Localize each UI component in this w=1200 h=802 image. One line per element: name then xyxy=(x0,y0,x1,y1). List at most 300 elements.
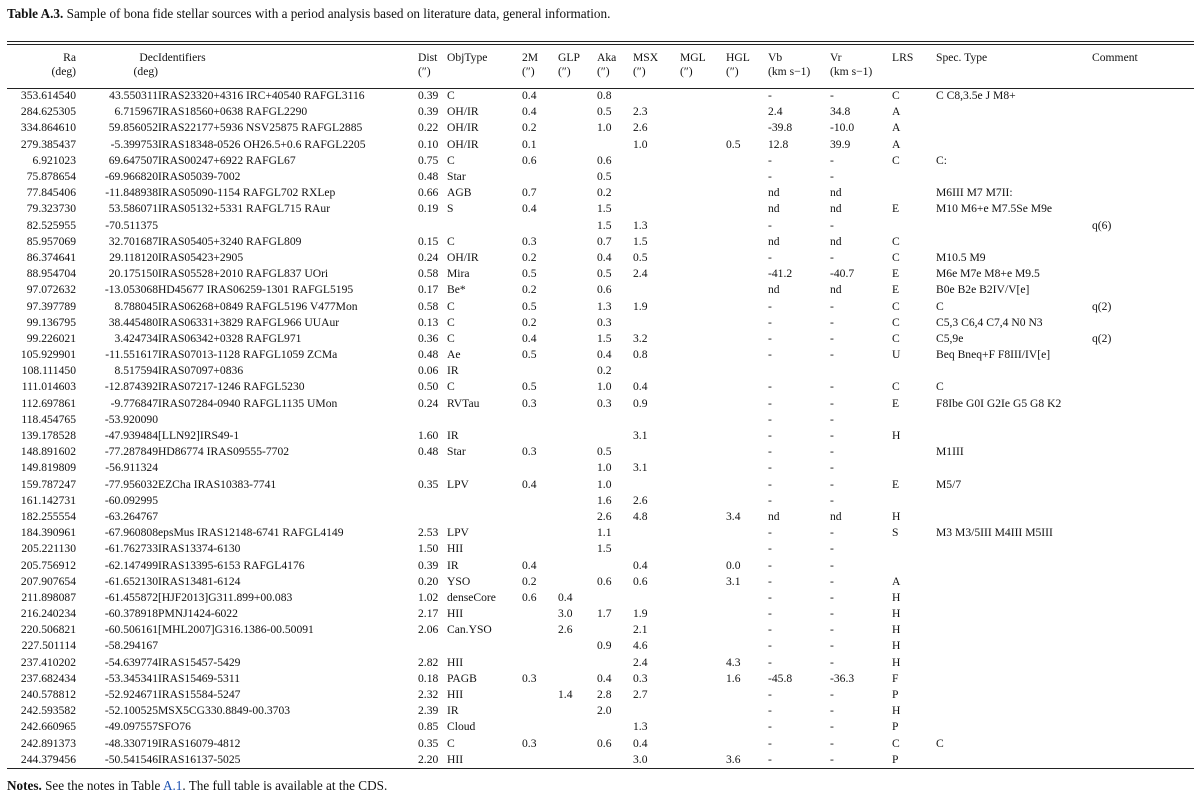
bottom-rule xyxy=(7,768,1194,769)
table-cell xyxy=(680,185,726,201)
table-cell: IRAS18560+0638 RAFGL2290 xyxy=(158,105,308,119)
table-cell xyxy=(680,250,726,266)
table-cell xyxy=(522,752,558,768)
table-cell xyxy=(892,493,936,509)
table-cell xyxy=(726,315,768,331)
table-cell: - xyxy=(830,574,834,588)
table-cell: 2.53 xyxy=(418,526,439,540)
table-cell: 43.550311 xyxy=(109,89,158,103)
table-cell: 0.4 xyxy=(522,558,537,572)
table-cell: 3.4 xyxy=(726,509,741,523)
table-row xyxy=(7,509,1194,525)
table-cell: nd xyxy=(830,283,842,297)
table-cell: C xyxy=(447,153,455,167)
table-cell xyxy=(1092,525,1194,541)
table-cell: C xyxy=(936,299,944,313)
table-cell: -9.776847 xyxy=(110,396,158,410)
table-cell: 1.5 xyxy=(597,218,612,232)
table-cell: 2.39 xyxy=(418,704,439,718)
table-cell xyxy=(936,638,1092,654)
table-cell xyxy=(522,412,558,428)
table-cell xyxy=(558,477,597,493)
table-cell xyxy=(680,266,726,282)
table-cell: C xyxy=(936,380,944,394)
table-cell: q(2) xyxy=(1092,331,1112,345)
table-cell: 1.9 xyxy=(633,607,648,621)
table-cell xyxy=(1092,234,1194,250)
table-cell xyxy=(633,703,680,719)
table-cell: 139.178528 xyxy=(20,429,76,443)
table-cell: IRAS13374-6130 xyxy=(158,542,241,556)
column-name: Aka xyxy=(597,51,617,64)
table-cell xyxy=(522,428,558,444)
table-cell xyxy=(558,541,597,557)
table-cell: 0.24 xyxy=(418,250,439,264)
table-cell xyxy=(830,363,892,379)
table-cell: 2.20 xyxy=(418,752,439,766)
table-cell: - xyxy=(830,380,834,394)
table-cell xyxy=(680,590,726,606)
table-cell: - xyxy=(768,542,772,556)
table-cell xyxy=(936,363,1092,379)
table-cell: epsMus IRAS12148-6741 RAFGL4149 xyxy=(158,526,344,540)
table-cell: IRAS05528+2010 RAFGL837 UOri xyxy=(158,267,329,281)
table-cell xyxy=(892,557,936,573)
table-cell: - xyxy=(830,655,834,669)
table-cell: - xyxy=(768,89,772,103)
caption-text: Sample of bona fide stellar sources with a period analysis based on literature data, general information. xyxy=(66,6,611,21)
table-cell: H xyxy=(892,655,901,669)
table-cell: 159.787247 xyxy=(20,477,76,491)
table-cell: H xyxy=(892,607,901,621)
table-cell: - xyxy=(768,558,772,572)
table-cell xyxy=(158,460,418,476)
table-cell xyxy=(522,541,558,557)
table-cell: -11.848938 xyxy=(105,186,158,200)
table-cell: 8.517594 xyxy=(114,364,158,378)
table-cell: -67.960808 xyxy=(104,526,158,540)
table-cell: -49.097557 xyxy=(104,720,158,734)
table-cell: 2.6 xyxy=(558,623,573,637)
table-cell: [LLN92]IRS49-1 xyxy=(158,429,240,443)
table-cell: -41.2 xyxy=(768,267,793,281)
table-cell: 0.15 xyxy=(418,234,439,248)
table-cell: IRAS07097+0836 xyxy=(158,364,244,378)
table-cell xyxy=(726,153,768,169)
table-cell xyxy=(726,638,768,654)
table-cell xyxy=(936,541,1092,557)
table-cell: IR xyxy=(447,558,459,572)
table-cell: 0.1 xyxy=(522,137,537,151)
table-cell xyxy=(936,104,1092,120)
table-row xyxy=(7,363,1194,379)
table-cell: 85.957069 xyxy=(26,234,76,248)
table-row xyxy=(7,169,1194,185)
table-cell: 0.0 xyxy=(726,558,741,572)
table-row xyxy=(7,703,1194,719)
table-cell xyxy=(680,460,726,476)
table-cell xyxy=(597,622,633,638)
table-cell xyxy=(1092,574,1194,590)
table-cell xyxy=(1092,169,1194,185)
table-cell: 0.4 xyxy=(522,477,537,491)
table-cell: SFO76 xyxy=(158,720,191,734)
table-cell xyxy=(558,638,597,654)
table-cell: IRAS06268+0849 RAFGL5196 V477Mon xyxy=(158,299,358,313)
table-cell: 1.0 xyxy=(597,477,612,491)
table-cell xyxy=(726,347,768,363)
table-cell: - xyxy=(830,170,834,184)
column-header xyxy=(633,45,680,88)
table-cell xyxy=(726,169,768,185)
table-cell: 0.9 xyxy=(597,639,612,653)
table-cell: - xyxy=(768,736,772,750)
table-row xyxy=(7,460,1194,476)
table-cell: IRAS18348-0526 OH26.5+0.6 RAFGL2205 xyxy=(158,137,366,151)
table-cell: -40.7 xyxy=(830,267,855,281)
table-cell: -45.8 xyxy=(768,671,793,685)
table-cell: 75.878654 xyxy=(26,170,76,184)
table-row xyxy=(7,298,1194,314)
table-cell: 353.614540 xyxy=(20,89,76,103)
table-cell xyxy=(633,590,680,606)
table-cell: - xyxy=(768,250,772,264)
table-cell xyxy=(680,396,726,412)
table-cell xyxy=(680,315,726,331)
table-cell xyxy=(726,218,768,234)
table-cell xyxy=(558,736,597,752)
table-cell: - xyxy=(768,396,772,410)
table-cell: nd xyxy=(768,234,780,248)
table-cell: IR xyxy=(447,364,459,378)
table-cell: - xyxy=(830,348,834,362)
table-cell: 77.845406 xyxy=(26,186,76,200)
table-cell xyxy=(1092,137,1194,153)
table-cell: -69.966820 xyxy=(104,170,158,184)
table-cell: 1.9 xyxy=(633,299,648,313)
table-cell: - xyxy=(830,720,834,734)
table-cell: - xyxy=(830,704,834,718)
table-row xyxy=(7,687,1194,703)
table-cell xyxy=(522,169,558,185)
table-cell: 0.4 xyxy=(633,380,648,394)
table-cell: C xyxy=(892,736,900,750)
column-header xyxy=(447,45,522,88)
table-cell: -52.924671 xyxy=(104,688,158,702)
table-cell xyxy=(680,557,726,573)
table-cell xyxy=(936,509,1092,525)
table-row xyxy=(7,250,1194,266)
table-cell: E xyxy=(892,267,900,281)
table-cell xyxy=(558,379,597,395)
table-cell xyxy=(936,703,1092,719)
table-cell xyxy=(726,331,768,347)
table-cell: C xyxy=(892,331,900,345)
table-cell xyxy=(1092,428,1194,444)
table-cell: -10.0 xyxy=(830,121,855,135)
table-cell xyxy=(892,412,936,428)
table-cell: 59.856052 xyxy=(108,121,158,135)
table-cell: - xyxy=(830,153,834,167)
table-cell xyxy=(158,218,418,234)
column-header xyxy=(726,45,768,88)
table-cell xyxy=(522,638,558,654)
table-cell xyxy=(726,477,768,493)
table-cell xyxy=(522,493,558,509)
table-cell xyxy=(418,218,447,234)
table-row xyxy=(7,655,1194,671)
table-cell: 334.864610 xyxy=(20,121,76,135)
table-cell: 1.3 xyxy=(597,299,612,313)
table-cell: 39.9 xyxy=(830,137,851,151)
table-cell: - xyxy=(830,89,834,103)
table-cell: - xyxy=(768,655,772,669)
table-cell: - xyxy=(768,639,772,653)
table-cell xyxy=(726,282,768,298)
table-cell xyxy=(558,347,597,363)
table-cell xyxy=(680,120,726,136)
table-cell: HII xyxy=(447,542,464,556)
table-cell: 1.02 xyxy=(418,590,439,604)
table-cell xyxy=(680,153,726,169)
table-cell: 4.3 xyxy=(726,655,741,669)
table-cell: 0.4 xyxy=(597,348,612,362)
table-cell xyxy=(1092,347,1194,363)
table-cell xyxy=(936,590,1092,606)
table-cell: C xyxy=(447,736,455,750)
table-cell xyxy=(680,493,726,509)
table-cell xyxy=(726,266,768,282)
table-cell: 0.6 xyxy=(522,590,537,604)
table-cell: 86.374641 xyxy=(26,250,76,264)
table-cell: 34.8 xyxy=(830,105,851,119)
table-cell: - xyxy=(830,299,834,313)
table-cell: C5,9e xyxy=(936,331,964,345)
table-cell: 0.9 xyxy=(633,396,648,410)
table-cell: - xyxy=(768,315,772,329)
table-cell xyxy=(1092,379,1194,395)
table-cell: 29.118120 xyxy=(109,250,158,264)
table-cell: 0.5 xyxy=(597,267,612,281)
table-cell xyxy=(418,412,447,428)
table-cell: 284.625305 xyxy=(20,105,76,119)
table-cell: C xyxy=(936,736,944,750)
table-cell xyxy=(558,574,597,590)
table-cell xyxy=(1092,315,1194,331)
table-cell: nd xyxy=(768,509,780,523)
table-cell xyxy=(680,541,726,557)
table-cell xyxy=(680,736,726,752)
table-cell: 0.66 xyxy=(418,186,439,200)
table-cell: IRAS05132+5331 RAFGL715 RAur xyxy=(158,202,331,216)
table-cell xyxy=(1092,703,1194,719)
table-cell xyxy=(936,655,1092,671)
column-name: 2M xyxy=(522,51,539,64)
table-cell: YSO xyxy=(447,574,471,588)
table-cell: H xyxy=(892,429,901,443)
table-row xyxy=(7,234,1194,250)
table-cell xyxy=(158,493,418,509)
table-cell: P xyxy=(892,720,899,734)
table-cell: 82.525955 xyxy=(26,218,76,232)
table-cell xyxy=(726,736,768,752)
table-cell: 148.891602 xyxy=(20,445,76,459)
table-cell xyxy=(447,509,522,525)
table-cell: [MHL2007]G316.1386-00.50091 xyxy=(158,623,314,637)
table-cell: 0.75 xyxy=(418,153,439,167)
table-cell: Cloud xyxy=(447,720,476,734)
table-cell: 99.226021 xyxy=(26,331,76,345)
table-cell: OH/IR xyxy=(447,137,479,151)
table-cell: 184.390961 xyxy=(20,526,76,540)
table-cell: -47.939484 xyxy=(104,429,158,443)
table-cell xyxy=(1092,363,1194,379)
table-cell: 1.5 xyxy=(597,542,612,556)
table-cell: 242.593582 xyxy=(20,704,76,718)
table-cell: 0.5 xyxy=(597,445,612,459)
table-cell: 105.929901 xyxy=(20,348,76,362)
table-row xyxy=(7,638,1194,654)
table-cell: -54.639774 xyxy=(104,655,158,669)
table-cell: - xyxy=(768,704,772,718)
table-cell xyxy=(726,185,768,201)
table-cell: 0.18 xyxy=(418,671,439,685)
table-cell xyxy=(936,412,1092,428)
table-cell: 1.7 xyxy=(597,607,612,621)
table-cell: - xyxy=(830,590,834,604)
table-cell: - xyxy=(830,445,834,459)
table-cell: 0.7 xyxy=(597,234,612,248)
table-cell: C C8,3.5e J M8+ xyxy=(936,89,1016,103)
table-cell: HII xyxy=(447,688,464,702)
table-cell: 1.50 xyxy=(418,542,439,556)
table-cell: -60.378918 xyxy=(104,607,158,621)
table-cell: -36.3 xyxy=(830,671,855,685)
table-cell: E xyxy=(892,477,900,491)
table-cell: - xyxy=(768,412,772,426)
table-cell: OH/IR xyxy=(447,121,479,135)
table-cell: -53.345341 xyxy=(104,671,158,685)
table-row xyxy=(7,396,1194,412)
table-cell: 0.10 xyxy=(418,137,439,151)
table-cell: 1.5 xyxy=(597,331,612,345)
table-cell: - xyxy=(830,396,834,410)
table-cell xyxy=(158,412,418,428)
table-cell: [HJF2013]G311.899+00.083 xyxy=(158,590,293,604)
table-cell xyxy=(1092,590,1194,606)
table-cell xyxy=(558,412,597,428)
table-cell: 216.240234 xyxy=(20,607,76,621)
table-row xyxy=(7,541,1194,557)
table-cell xyxy=(633,363,680,379)
table-cell: 1.3 xyxy=(633,218,648,232)
table-cell: H xyxy=(892,590,901,604)
table-cell xyxy=(447,412,522,428)
table-cell xyxy=(1092,444,1194,460)
table-cell: - xyxy=(830,558,834,572)
table-cell: -50.541546 xyxy=(104,752,158,766)
table-cell: - xyxy=(768,574,772,588)
table-cell: 3.424734 xyxy=(114,331,158,345)
table-row xyxy=(7,477,1194,493)
table-cell xyxy=(936,574,1092,590)
table-cell: -12.874392 xyxy=(104,380,158,394)
table-cell xyxy=(1092,493,1194,509)
table-cell: 79.323730 xyxy=(26,202,76,216)
table-cell: 220.506821 xyxy=(20,623,76,637)
table-cell: Star xyxy=(447,170,466,184)
table-cell: 0.50 xyxy=(418,380,439,394)
notes-label: Notes. xyxy=(7,778,42,793)
table-cell xyxy=(558,169,597,185)
table-cell: 3.2 xyxy=(633,331,648,345)
table-cell: - xyxy=(768,153,772,167)
column-name: ObjType xyxy=(447,51,488,64)
table-cell xyxy=(558,88,597,104)
table-cell xyxy=(726,460,768,476)
table-cell: 0.19 xyxy=(418,202,439,216)
table-cell: -58.294167 xyxy=(104,639,158,653)
table-cell xyxy=(680,703,726,719)
table-cell: 2.32 xyxy=(418,688,439,702)
table-cell: - xyxy=(768,477,772,491)
table-cell: -48.330719 xyxy=(104,736,158,750)
table-cell xyxy=(558,153,597,169)
table-cell xyxy=(680,477,726,493)
table-cell xyxy=(726,493,768,509)
column-header xyxy=(7,45,79,88)
table-cell xyxy=(680,622,726,638)
table-cell xyxy=(936,169,1092,185)
table-cell: 0.3 xyxy=(597,396,612,410)
table-cell: q(6) xyxy=(1092,218,1112,232)
table-cell: 3.0 xyxy=(558,607,573,621)
table-cell xyxy=(1092,736,1194,752)
column-header xyxy=(522,45,558,88)
column-name: GLP xyxy=(558,51,580,64)
table-cell: 2.1 xyxy=(633,623,648,637)
table-row xyxy=(7,282,1194,298)
table-cell: - xyxy=(830,461,834,475)
table-cell xyxy=(558,655,597,671)
table-cell xyxy=(633,444,680,460)
table-cell: - xyxy=(768,526,772,540)
table-cell xyxy=(892,169,936,185)
table-cell xyxy=(558,752,597,768)
table-cell: - xyxy=(768,331,772,345)
table-cell: IR xyxy=(447,429,459,443)
table-cell: 0.4 xyxy=(522,105,537,119)
table-cell xyxy=(1092,638,1194,654)
table-cell: C xyxy=(447,234,455,248)
table-row xyxy=(7,493,1194,509)
table-row xyxy=(7,622,1194,638)
table-cell xyxy=(1092,477,1194,493)
table-cell xyxy=(633,153,680,169)
table-cell: 0.4 xyxy=(597,250,612,264)
table-cell: M6e M7e M8+e M9.5 xyxy=(936,267,1040,281)
table-link[interactable]: A.1 xyxy=(162,778,183,793)
table-cell xyxy=(522,460,558,476)
table-row xyxy=(7,153,1194,169)
table-cell: Mira xyxy=(447,267,470,281)
table-cell: - xyxy=(830,331,834,345)
table-cell xyxy=(680,137,726,153)
table-cell xyxy=(558,201,597,217)
table-cell: - xyxy=(830,542,834,556)
column-name: Dec xyxy=(139,51,158,64)
column-unit: (″) xyxy=(633,65,646,78)
